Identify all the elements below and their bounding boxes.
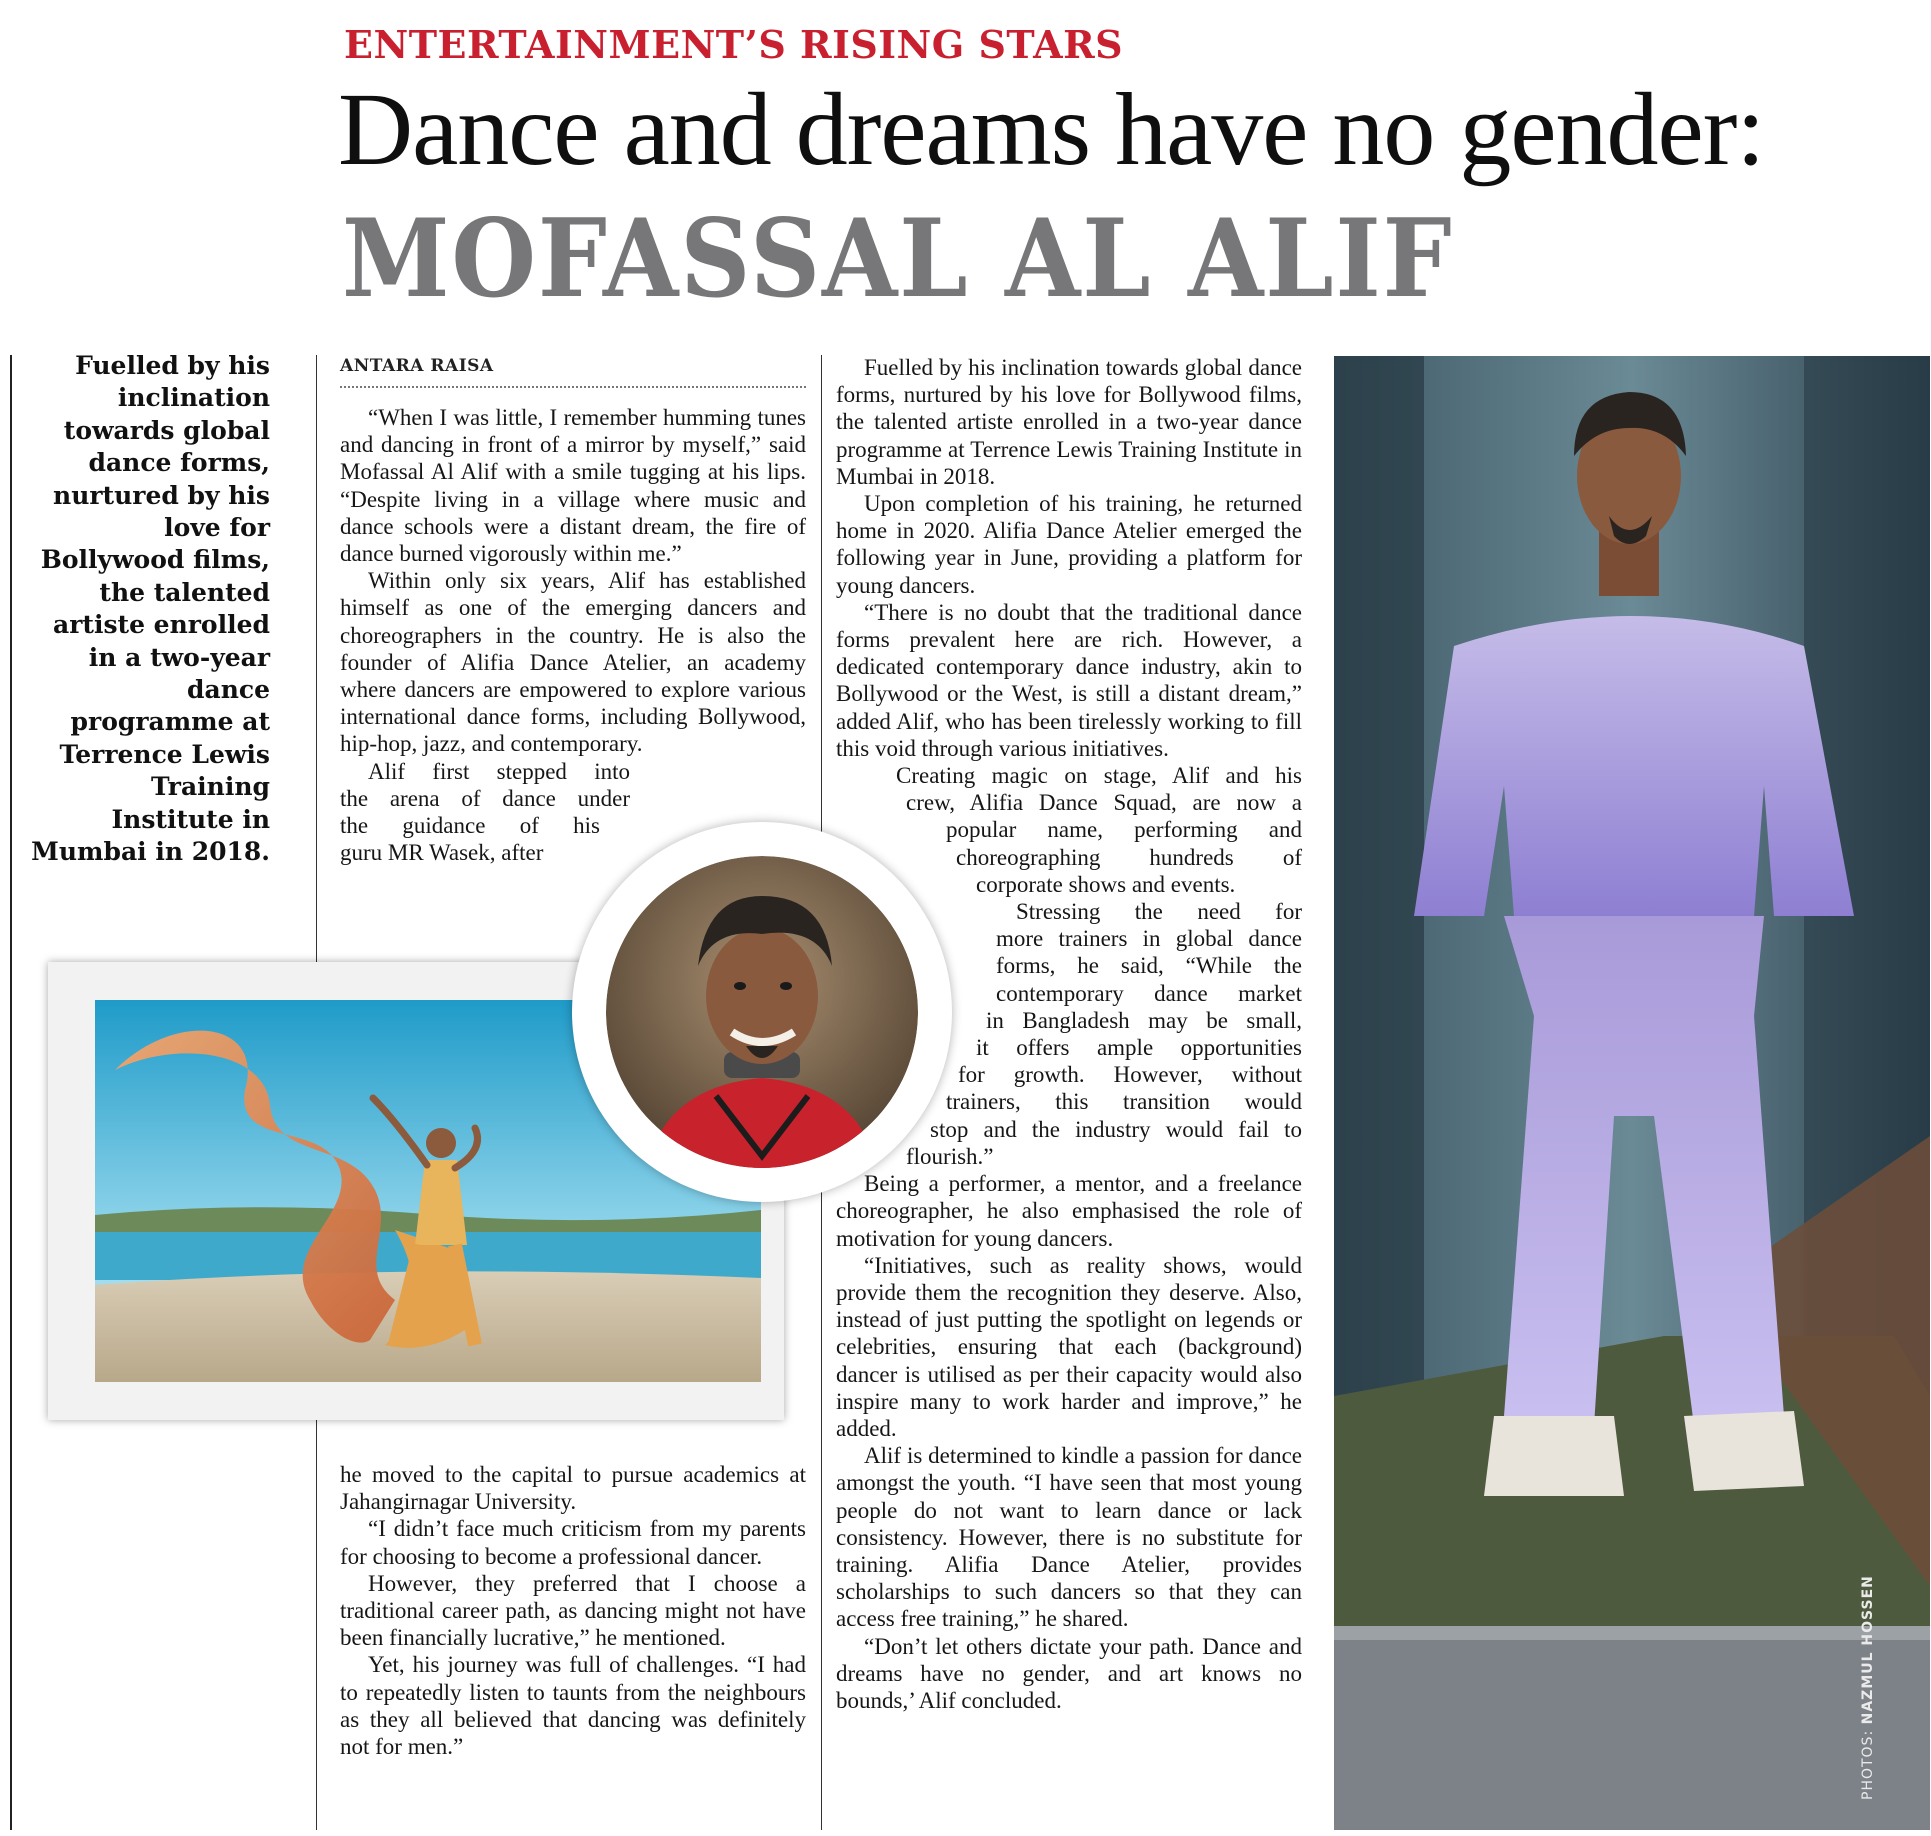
- paragraph: “Don’t let others dictate your path. Dance and dreams have no gender, and art knows no bounds,’ Alif concluded.: [836, 1633, 1302, 1713]
- paragraph-line: forms, he said, “While the: [996, 953, 1302, 979]
- paragraph: Upon completion of his training, he returned home in 2020. Alifia Dance Atelier emerged the following year in June, providing a platform for young dancers.: [836, 491, 1302, 598]
- photo-credit-name: NAZMUL HOSSEN: [1860, 1575, 1876, 1725]
- paragraph: he moved to the capital to pursue academics at Jahangirnagar University.: [340, 1462, 806, 1515]
- paragraph-line: more trainers in global dance: [996, 926, 1302, 952]
- paragraph-line: contemporary dance market: [996, 980, 1302, 1006]
- headline: Dance and dreams have no gender:: [338, 72, 1765, 187]
- paragraph-line: for growth. However, without: [958, 1062, 1302, 1088]
- section-kicker: ENTERTAINMENT’S RISING STARS: [344, 22, 1124, 67]
- paragraph-wrapped: [836, 762, 1302, 898]
- paragraph-line: the guidance of his: [340, 813, 600, 839]
- article-column-1: [340, 404, 806, 866]
- paragraph-line: it offers ample opportunities: [976, 1035, 1302, 1061]
- photo-credit-label: PHOTOS:: [1860, 1729, 1876, 1800]
- paragraph-line: trainers, this transition would: [946, 1089, 1302, 1115]
- photo-credit: [1860, 1575, 1876, 1800]
- article-column-1-continued: [340, 1461, 806, 1760]
- paragraph-line: Stressing the need for: [1016, 899, 1302, 925]
- byline-rule: [340, 386, 806, 388]
- paragraph-line: choreographing hundreds of: [956, 844, 1302, 870]
- paragraph-line: popular name, performing and: [946, 817, 1302, 843]
- paragraph: Yet, his journey was full of challenges. “I had to repeatedly listen to taunts from the neighbours as they all believed that dancing was definitely not for men.”: [340, 1652, 806, 1760]
- paragraph-wrap: [340, 758, 630, 867]
- paragraph-line: Alif first stepped into: [368, 758, 630, 784]
- paragraph: “I didn’t face much criticism from my parents for choosing to become a professional dancer.: [340, 1516, 806, 1569]
- paragraph: Within only six years, Alif has established himself as one of the emerging dancers and choreographers in the country. He is also the founder of Alifia Dance Atelier, an academy where dancers are empowered to explore various international dance forms, including Bollywood, hip-hop, jazz, and contemporary.: [340, 568, 806, 757]
- paragraph-line: Creating magic on stage, Alif and his: [896, 763, 1302, 789]
- paragraph-line: guru MR Wasek, after: [340, 840, 544, 866]
- paragraph-line: crew, Alifia Dance Squad, are now a: [906, 790, 1302, 816]
- paragraph-line: in Bangladesh may be small,: [986, 1007, 1302, 1033]
- paragraph: However, they preferred that I choose a traditional career path, as dancing might not have been financially lucrative,” he mentioned.: [340, 1570, 806, 1651]
- paragraph-line: stop and the industry would fail to: [930, 1116, 1302, 1142]
- pull-quote: Fuelled by his inclination towards global dance forms, nurtured by his love for Bollywood films, the talented artiste enrolled in a two-year dance programme at Terrence Lewis Training Institute in Mumbai in 2018.: [31, 351, 270, 867]
- paragraph: “When I was little, I remember humming tunes and dancing in front of a mirror by myself,” said Mofassal Al Alif with a smile tugging at his lips. “Despite living in a village where music and dance schools were a distant dream, the fire of dance burned vigorously within me.”: [340, 405, 806, 567]
- pull-quote-rule: [10, 355, 12, 1830]
- paragraph-line: the arena of dance under: [340, 785, 630, 811]
- paragraph: Fuelled by his inclination towards global dance forms, nurtured by his love for Bollywood films, the talented artiste enrolled in a two-year dance programme at Terrence Lewis Training Institute in Mumbai in 2018.: [836, 355, 1302, 489]
- paragraph-line: flourish.”: [906, 1143, 994, 1169]
- byline: ANTARA RAISA: [340, 356, 494, 376]
- main-portrait-photo: [1334, 356, 1930, 1830]
- paragraph: Being a performer, a mentor, and a freelance choreographer, he also emphasised the role of motivation for young dancers.: [836, 1171, 1302, 1251]
- paragraph-line: corporate shows and events.: [976, 871, 1236, 897]
- paragraph: Alif is determined to kindle a passion for dance amongst the youth. “I have seen that most young people do not want to learn dance or lack consistency. However, there is no substitute for training. Alifia Dance Atelier, provides scholarships to such dancers so that they can access free training,” he shared.: [836, 1443, 1302, 1632]
- portrait-photo: [606, 856, 918, 1168]
- paragraph: “Initiatives, such as reality shows, would provide them the recognition they deserve. Also, instead of just putting the spotlight on legends or celebrities, ensuring that each (background) dancer is utilised as per their capacity would also inspire many to work harder and improve,” he added.: [836, 1252, 1302, 1441]
- subject-name: MOFASSAL AL ALIF: [342, 196, 1454, 322]
- paragraph: “There is no doubt that the traditional dance forms prevalent here are rich. However, a dedicated contemporary dance industry, akin to Bollywood or the West, is still a distant dream,” added Alif, who has been tirelessly working to fill this void through various initiatives.: [836, 599, 1302, 761]
